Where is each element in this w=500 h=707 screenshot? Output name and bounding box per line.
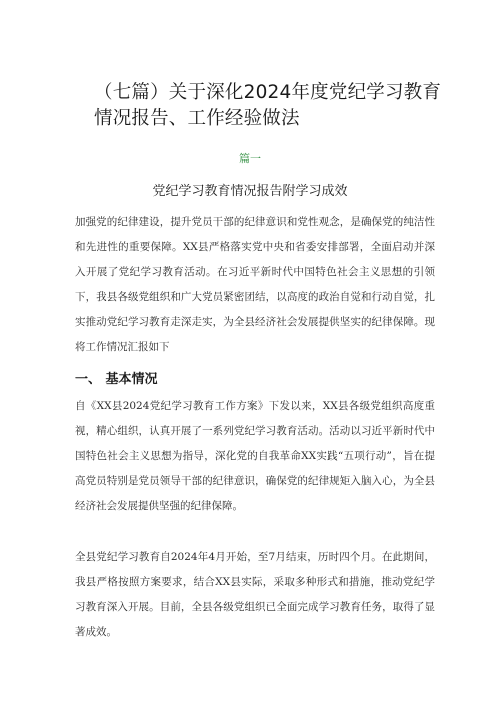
heading-basic-situation: 一、 基本情况 [75,372,158,387]
section-title: 党纪学习教育情况报告附学习成效 [152,184,348,199]
body-paragraph-1: 自《XX县2024党纪学习教育工作方案》下发以来，XX县各级党组织高度重视，精心组织，认真开展了一系列党纪学习教育活动。活动以习近平新时代中国特色社会主义思想为指导，深化党的自我革命XX实践“五项行动”，旨在提高党员特别是党员领导干部的纪律意识，确保党的纪律规矩入脑入心，为全县经济社会发展提供坚强的纪律保障。 [75,400,435,512]
part-label: 篇一 [239,152,261,165]
body-paragraph-2: 全县党纪学习教育自2024年4月开始，至7月结束，历时四个月。在此期间，我县严格按照方案要求，结合XX县实际，采取多种形式和措施，推动党纪学习教育深入开展。目前，全县各级党组织已全面完成学习教育任务，取得了显著成效。 [75,551,435,638]
intro-paragraph: 加强党的纪律建设，提升党员干部的纪律意识和党性观念，是确保党的纯洁性和先进性的重要保障。XX县严格落实党中央和省委安排部署，全面启动并深入开展了党纪学习教育活动。在习近平新时代中国特色社会主义思想的引领下，我县各级党组织和广大党员紧密团结，以高度的政治自觉和行动自觉，扎实推动党纪学习教育走深走实，为全县经济社会发展提供坚实的纪律保障。现将工作情况汇报如下 [75,216,435,353]
document-title: （七篇）关于深化2024年度党纪学习教育情况报告、工作经验做法 [94,82,442,129]
